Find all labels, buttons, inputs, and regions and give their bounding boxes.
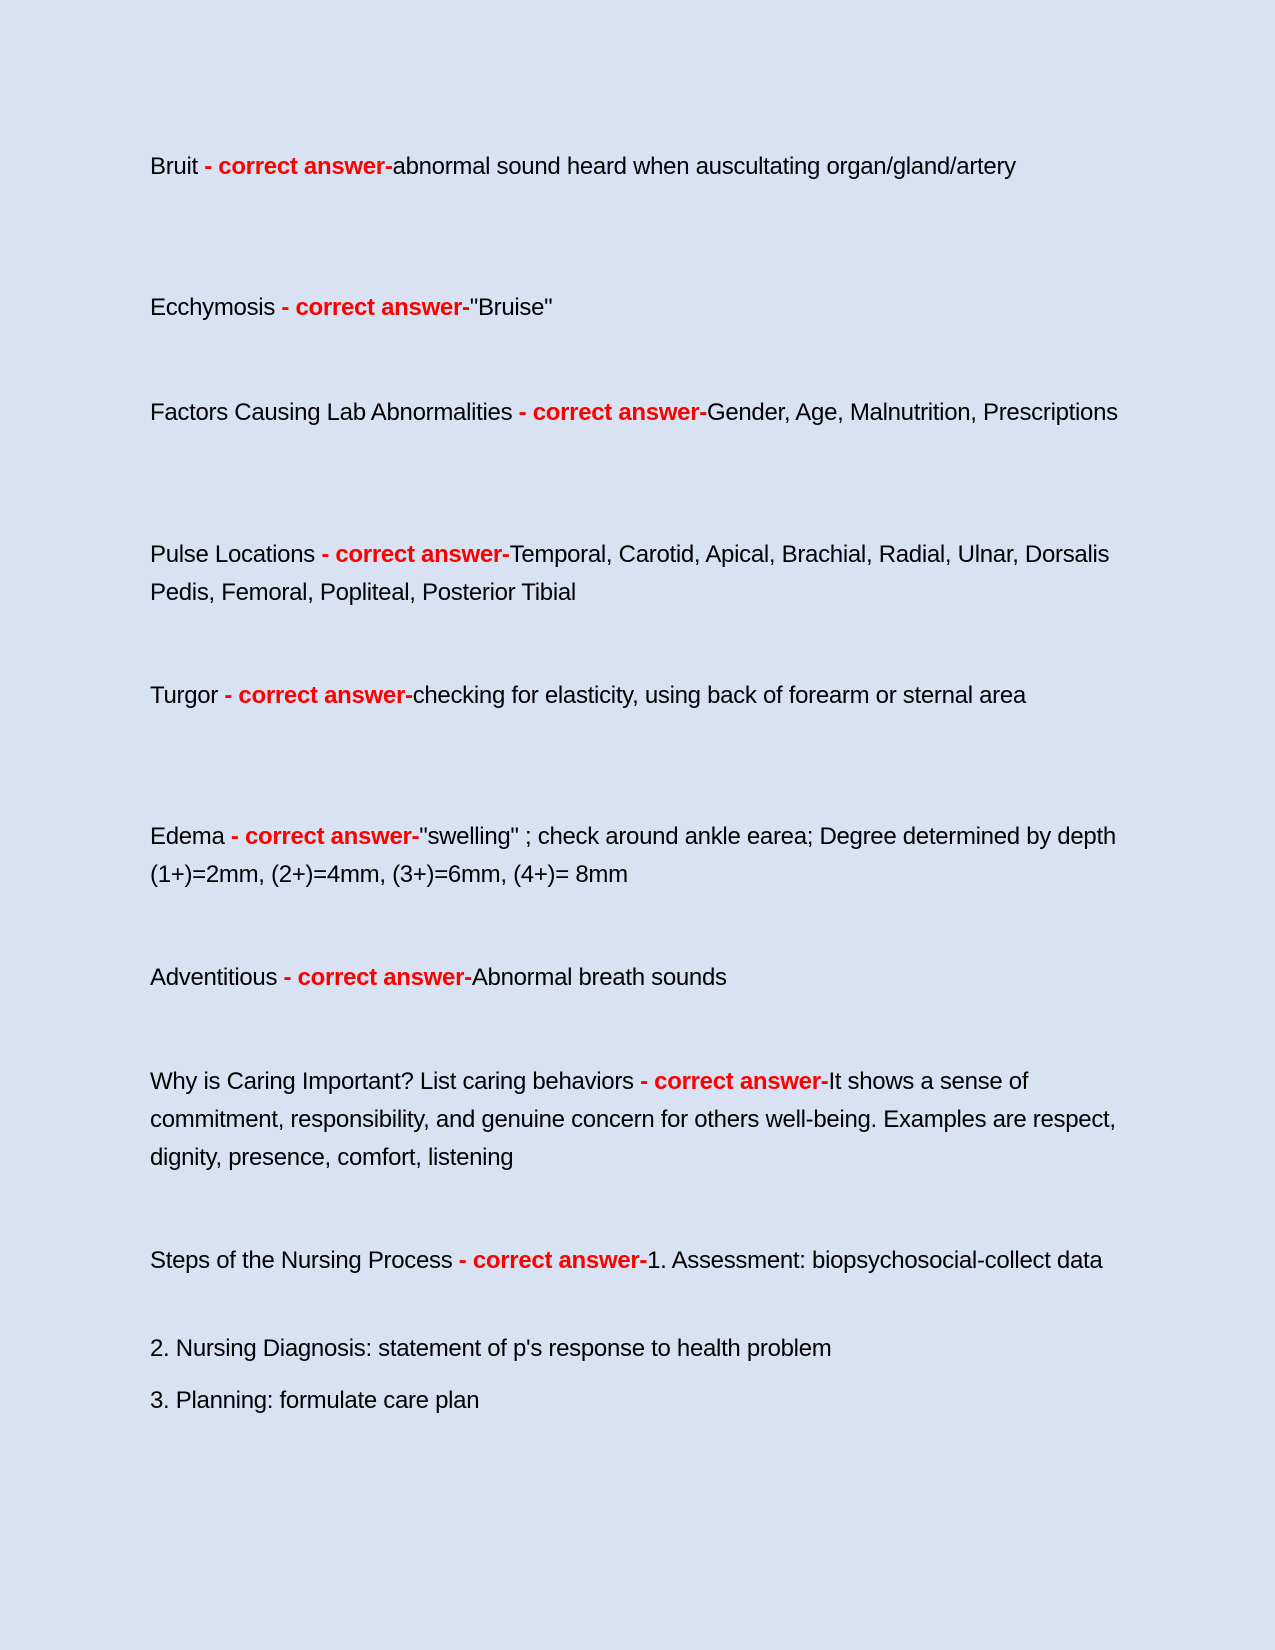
entry-answer: It shows a sense of commitment, responsibility, and genuine concern for others well-being. Examples are respect, dignity, presence, comfort, listening — [150, 1068, 1116, 1171]
correct-answer-separator: - correct answer- — [204, 153, 393, 180]
entry-answer: Temporal, Carotid, Apical, Brachial, Radial, Ulnar, Dorsalis Pedis, Femoral, Popliteal, Posterior Tibial — [150, 541, 1110, 606]
entry-answer: Abnormal breath sounds — [471, 964, 727, 991]
entry-nursing-process — [150, 1242, 1130, 1280]
entry-term: Ecchymosis — [150, 294, 282, 321]
entry-term: Why is Caring Important? List caring behaviors — [150, 1068, 641, 1095]
entry-term: Bruit — [150, 153, 205, 180]
entry-answer: 1. Assessment: biopsychosocial-collect data — [647, 1247, 1103, 1274]
correct-answer-separator: - correct answer- — [224, 682, 413, 709]
correct-answer-separator: - correct answer- — [230, 823, 420, 850]
entry-ecchymosis — [150, 289, 1130, 327]
correct-answer-separator: - correct answer- — [283, 964, 472, 991]
entry-term: Turgor — [150, 682, 225, 709]
entry-pulse-locations — [150, 536, 1130, 612]
nursing-process-step-3: 3. Planning: formulate care plan — [150, 1387, 480, 1414]
entry-answer: abnormal sound heard when auscultating organ/gland/artery — [392, 153, 1016, 180]
entry-term: Factors Causing Lab Abnormalities — [150, 399, 519, 426]
entry-edema — [150, 818, 1130, 894]
nursing-process-step-2: 2. Nursing Diagnosis: statement of p's response to health problem — [150, 1335, 832, 1362]
entry-answer: "swelling" ; check around ankle earea; Degree determined by depth (1+)=2mm, (2+)=4mm, (3+)=6mm, (4+)= 8mm — [150, 823, 1116, 888]
entry-caring — [150, 1063, 1130, 1177]
entry-adventitious — [150, 959, 1130, 997]
correct-answer-separator: - correct answer- — [321, 541, 510, 568]
entry-answer: checking for elasticity, using back of forearm or sternal area — [412, 682, 1026, 709]
entry-answer: "Bruise" — [469, 294, 553, 321]
correct-answer-separator: - correct answer- — [458, 1247, 648, 1274]
entry-term: Steps of the Nursing Process — [150, 1247, 459, 1274]
entry-answer: Gender, Age, Malnutrition, Prescriptions — [706, 399, 1118, 426]
correct-answer-separator: - correct answer- — [281, 294, 470, 321]
entry-lab-abnormalities — [150, 394, 1130, 432]
entry-turgor — [150, 677, 1130, 715]
correct-answer-separator: - correct answer- — [640, 1068, 829, 1095]
correct-answer-separator: - correct answer- — [518, 399, 707, 426]
entry-term: Pulse Locations — [150, 541, 322, 568]
entry-term: Adventitious — [150, 964, 284, 991]
entry-bruit — [150, 148, 1130, 186]
entry-term: Edema — [150, 823, 231, 850]
